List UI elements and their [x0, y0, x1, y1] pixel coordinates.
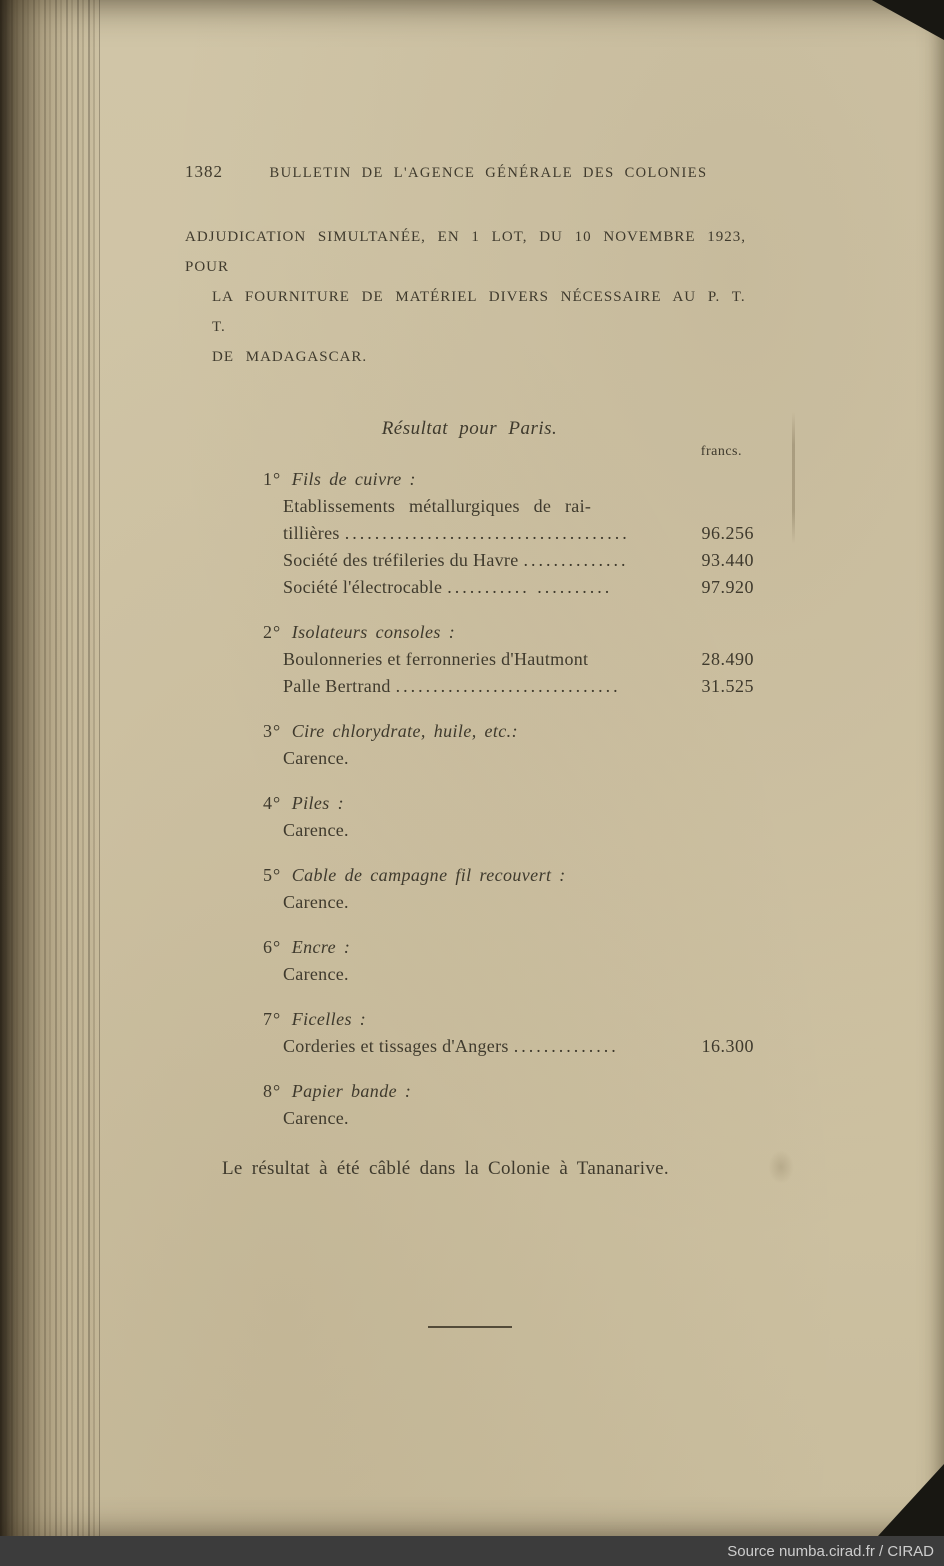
entry-leader-dots: ...................................... [344, 523, 630, 543]
entry-amount: 93.440 [701, 550, 754, 570]
currency-column-label: francs. [700, 444, 742, 459]
section-entries [185, 1105, 754, 1132]
section-isolateurs-consoles [185, 619, 754, 700]
section-label: Encre : [291, 937, 351, 957]
section-number: 2° [263, 622, 282, 642]
section-label: Piles : [291, 793, 344, 813]
section-cire-chlorydrate [185, 718, 754, 772]
section-heading [185, 1006, 754, 1033]
entry-amount: 28.490 [701, 649, 754, 669]
section-number: 7° [263, 1009, 282, 1029]
heading-line: LA FOURNITURE DE MATÉRIEL DIVERS NÉCESSAIRE AU P. T. T. [212, 289, 746, 335]
section-ficelles [185, 1006, 754, 1060]
entry-amount: 16.300 [701, 1036, 754, 1056]
page-header [185, 162, 754, 182]
entry-name: tillières [283, 523, 340, 543]
entry-leader-dots: .............. [513, 1036, 619, 1056]
result-entry [283, 817, 754, 844]
running-header: BULLETIN DE L'AGENCE GÉNÉRALE DES COLONIES [269, 165, 708, 181]
result-title: Résultat pour Paris. [381, 418, 558, 439]
entry-name: Carence. [283, 1108, 349, 1128]
section-label: Cable de campagne fil recouvert : [291, 865, 566, 885]
section-label: Ficelles : [291, 1009, 367, 1029]
entry-name: Corderies et tissages d'Angers [283, 1036, 509, 1056]
section-heading [185, 790, 754, 817]
entry-name: Palle Bertrand [283, 676, 391, 696]
entry-name: Société l'électrocable [283, 577, 443, 597]
result-entry [283, 574, 754, 601]
entry-name: Carence. [283, 820, 349, 840]
section-cable-de-campagne [185, 862, 754, 916]
entry-name: Carence. [283, 892, 349, 912]
section-label: Isolateurs consoles : [291, 622, 456, 642]
section-number: 5° [263, 865, 282, 885]
entry-leader-dots: .............. [523, 550, 629, 570]
section-entries [185, 889, 754, 916]
entry-name: Carence. [283, 964, 349, 984]
result-sections [185, 466, 754, 1132]
section-number: 6° [263, 937, 282, 957]
section-entries [185, 817, 754, 844]
result-entry [283, 889, 754, 916]
entry-amount: 31.525 [701, 676, 754, 696]
result-entry [283, 646, 754, 673]
page-number: 1382 [185, 162, 223, 181]
closing-note: Le résultat à été câblé dans la Colonie à Tananarive. [222, 1158, 669, 1179]
section-piles [185, 790, 754, 844]
section-heading [185, 862, 754, 889]
source-text: Source numba.cirad.fr / CIRAD [727, 1542, 934, 1560]
source-bar [0, 1536, 944, 1566]
result-entry [283, 961, 754, 988]
entry-name: Société des tréfileries du Havre [283, 550, 519, 570]
section-fils-de-cuivre [185, 466, 754, 601]
result-entry [283, 1033, 754, 1060]
section-number: 8° [263, 1081, 282, 1101]
section-heading [185, 934, 754, 961]
section-heading [185, 1078, 754, 1105]
section-entries [185, 745, 754, 772]
entry-leader-dots: ........... .......... [447, 577, 613, 597]
entry-name: Etablissements métallurgiques de rai- [283, 496, 592, 516]
section-number: 3° [263, 721, 282, 741]
section-number: 4° [263, 793, 282, 813]
result-entry [283, 547, 754, 574]
entry-leader-dots: .............................. [395, 676, 621, 696]
section-entries [185, 493, 754, 601]
article-heading [185, 222, 754, 372]
result-entry [283, 493, 754, 520]
result-entry [283, 1105, 754, 1132]
section-label: Papier bande : [291, 1081, 412, 1101]
result-entry [283, 520, 754, 547]
section-heading [185, 718, 754, 745]
entry-name: Carence. [283, 748, 349, 768]
entry-amount: 97.920 [701, 577, 754, 597]
result-entry [283, 673, 754, 700]
section-encre [185, 934, 754, 988]
heading-line: ADJUDICATION SIMULTANÉE, EN 1 LOT, DU 10 NOVEMBRE 1923, POUR [185, 229, 747, 275]
section-label: Fils de cuivre : [291, 469, 416, 489]
section-end-rule [428, 1326, 512, 1328]
section-label: Cire chlorydrate, huile, etc.: [291, 721, 518, 741]
section-number: 1° [263, 469, 282, 489]
entry-name: Boulonneries et ferronneries d'Hautmont [283, 649, 589, 669]
result-entry [283, 745, 754, 772]
section-papier-bande [185, 1078, 754, 1132]
entry-amount: 96.256 [701, 523, 754, 543]
heading-line: DE MADAGASCAR. [212, 349, 368, 365]
section-entries [185, 646, 754, 700]
section-heading [185, 619, 754, 646]
section-entries [185, 961, 754, 988]
section-entries [185, 1033, 754, 1060]
section-heading [185, 466, 754, 493]
